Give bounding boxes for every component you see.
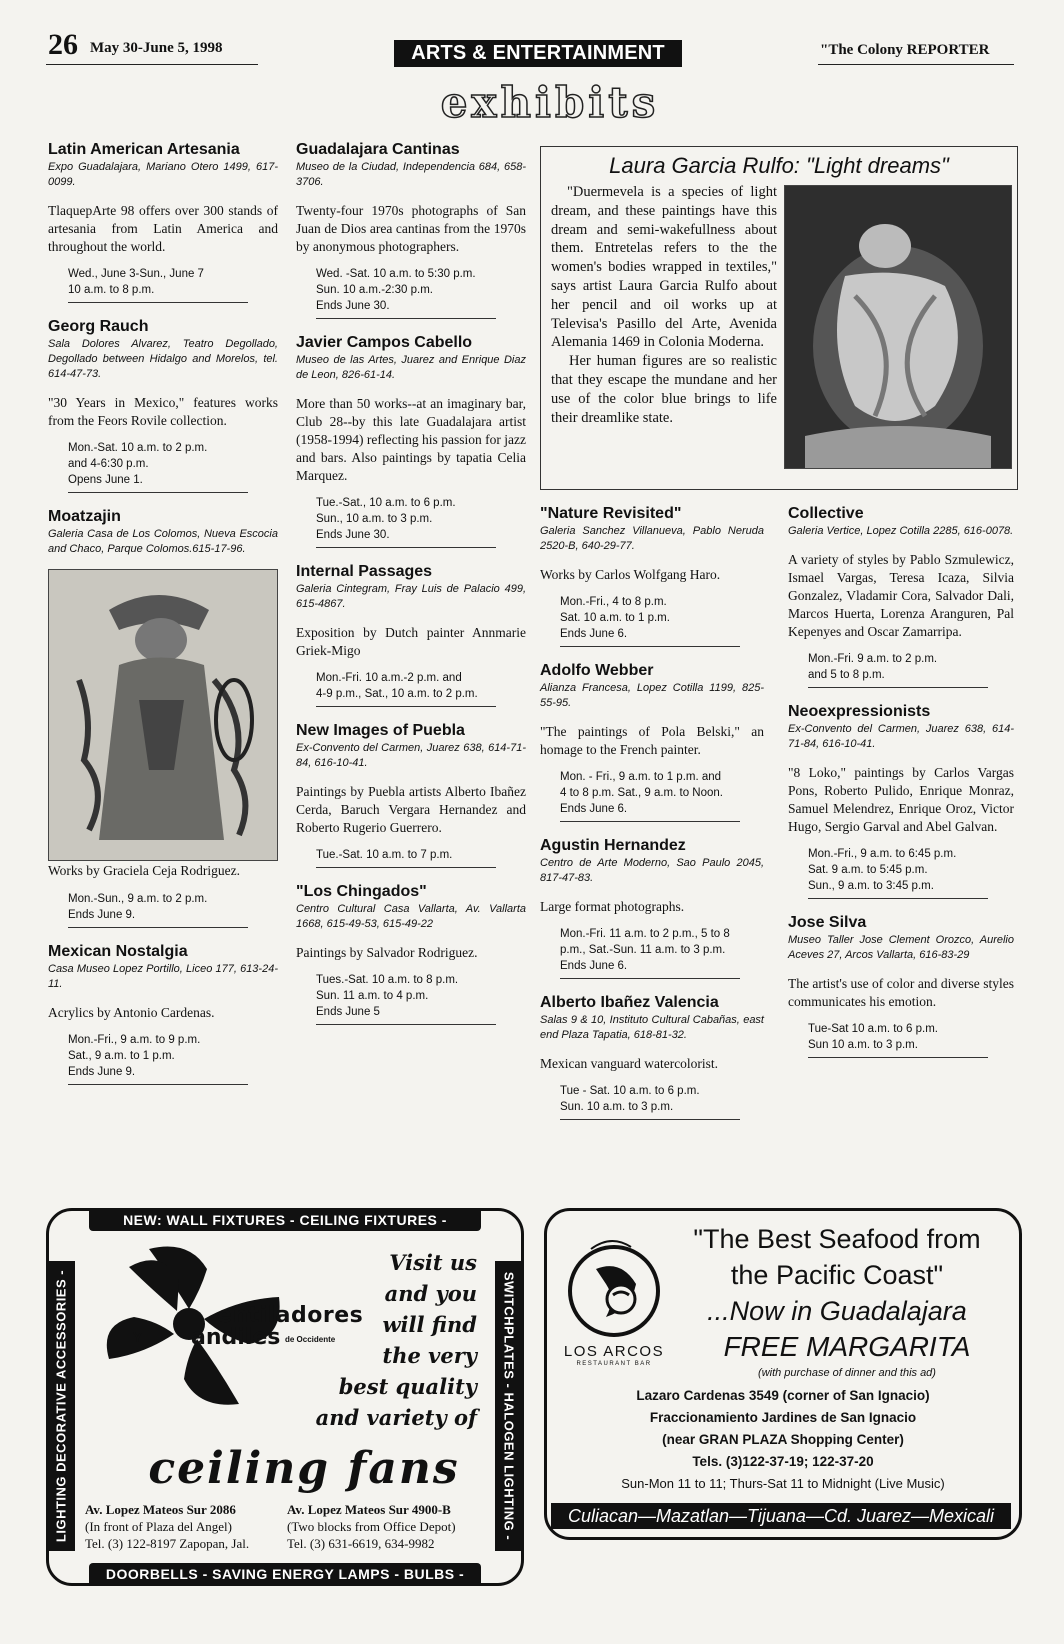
hours-line: Sat. 10 a.m. to 1 p.m. (560, 612, 670, 624)
listing (540, 504, 764, 647)
feature-paragraph: Her human figures are so realistic that they escape the mundane and her use of the color blue brings to life their dreamlike state. (551, 353, 777, 426)
listing-hours (560, 1083, 740, 1120)
ad-offer: FREE MARGARITA (723, 1331, 971, 1362)
los-arcos-ad (544, 1208, 1022, 1540)
listing-title: Collective (788, 505, 864, 522)
hours-line: Sun. 11 a.m. to 4 p.m. (316, 990, 429, 1002)
feature-box (540, 146, 1018, 490)
listing-description: "30 Years in Mexico," features works from the Feors Rovile collection. (48, 395, 278, 428)
listing-hours (808, 651, 988, 688)
hours-line: Tue.-Sat. 10 a.m. to 7 p.m. (316, 849, 453, 861)
detail-line: (near GRAN PLAZA Shopping Center) (662, 1432, 904, 1447)
script-line: best quality (338, 1374, 477, 1399)
listing-hours (316, 266, 496, 319)
listing (788, 504, 1014, 688)
hours-line: Mon.-Fri., 9 a.m. to 6:45 p.m. (808, 848, 957, 860)
listing (48, 507, 278, 928)
listing-hours (560, 926, 740, 979)
listing-hours (316, 847, 496, 868)
hours-line: Ends June 5 (316, 1006, 380, 1018)
listing-venue: Ex-Convento del Carmen, Juarez 638, 614-71-84, 616-10-41. (296, 742, 526, 769)
listing-venue: Sala Dolores Alvarez, Teatro Degollado, Degollado between Hidalgo and Morelos, tel. 614-47-73. (48, 338, 278, 380)
headline-line: ...Now in Guadalajara (707, 1296, 967, 1326)
hours-line: Mon.-Fri. 9 a.m. to 2 p.m. (808, 653, 938, 665)
address-line: Av. Lopez Mateos Sur 4900-B (287, 1502, 451, 1517)
hours-line: Mon.-Sun., 9 a.m. to 2 p.m. (68, 893, 208, 905)
hours-line: Mon.-Fri. 11 a.m. to 2 p.m., 5 to 8 (560, 928, 730, 940)
listing-venue: Galeria Sanchez Villanueva, Pablo Neruda 2520-B, 640-29-77. (540, 525, 764, 552)
listing-title: Guadalajara Cantinas (296, 141, 460, 158)
listings-column-3 (540, 504, 764, 1134)
listings-column-4 (788, 504, 1014, 1072)
ad-top-strip: NEW: WALL FIXTURES - CEILING FIXTURES - (89, 1209, 481, 1231)
los-arcos-logo-sub: RESTAURANT BAR (576, 1361, 652, 1367)
listing-venue: Ex-Convento del Carmen, Juarez 638, 614-71-84, 616-10-41. (788, 723, 1014, 750)
hours-line: Ends June 9. (68, 1066, 136, 1078)
hours-line: Ends June 30. (316, 300, 390, 312)
address-line: Av. Lopez Mateos Sur 2086 (85, 1502, 236, 1517)
hours-line: Mon.-Fri. 10 a.m.-2 p.m. and (316, 672, 462, 684)
address-line: Tel. (3) 122-8197 Zapopan, Jal. (85, 1536, 250, 1551)
listing (48, 942, 278, 1085)
listing-venue: Galeria Vertice, Lopez Cotilla 2285, 616-0078. (788, 525, 1014, 537)
ad-offer-note: (with purchase of dinner and this ad) (758, 1367, 936, 1379)
hours-line: Tue - Sat. 10 a.m. to 6 p.m. (560, 1085, 700, 1097)
listing-venue: Museo de la Ciudad, Independencia 684, 658-3706. (296, 161, 526, 188)
script-line: will find (382, 1312, 477, 1337)
listing-title: Alberto Ibañez Valencia (540, 994, 719, 1011)
headline-line: "The Best Seafood from (693, 1224, 981, 1254)
hours-line: Sat., 9 a.m. to 1 p.m. (68, 1050, 175, 1062)
listing (48, 140, 278, 303)
listing-hours (560, 769, 740, 822)
listing-hours (316, 670, 496, 707)
script-line: Visit us (389, 1250, 477, 1275)
ad-script-text (277, 1247, 477, 1433)
publication-name: "The Colony REPORTER (820, 42, 990, 58)
listing-title: Georg Rauch (48, 318, 149, 335)
figure-illustration (785, 186, 1011, 468)
listing-hours (316, 495, 496, 548)
listing-hours (808, 1021, 988, 1058)
listing (296, 562, 526, 707)
address-line: (In front of Plaza del Angel) (85, 1519, 232, 1534)
hours-line: and 4-6:30 p.m. (68, 458, 149, 470)
listing-venue: Galeria Cintegram, Fray Luis de Palacio 499, 615-4867. (296, 583, 526, 610)
hours-line: p.m., Sat.-Sun. 11 a.m. to 3 p.m. (560, 944, 726, 956)
feature-title: Laura Garcia Rulfo: "Light dreams" (609, 153, 949, 178)
hours-line: Sun. 10 a.m.-2:30 p.m. (316, 284, 433, 296)
hours-line: Sun. 10 a.m. to 3 p.m. (560, 1101, 674, 1113)
listing-description: Paintings by Salvador Rodriguez. (296, 945, 478, 960)
detail-line: Sun-Mon 11 to 11; Thurs-Sat 11 to Midnight (Live Music) (621, 1476, 945, 1491)
hours-line: Wed. -Sat. 10 a.m. to 5:30 p.m. (316, 268, 476, 280)
hours-line: Mon. - Fri., 9 a.m. to 1 p.m. and (560, 771, 722, 783)
listing-venue: Galeria Casa de Los Colomos, Nueva Escocia and Chaco, Parque Colomos.615-17-96. (48, 528, 278, 555)
listing-description: Exposition by Dutch painter Annmarie Griek-Migo (296, 625, 526, 658)
brand-line-1: entiladores (217, 1303, 364, 1328)
listing-description: Large format photographs. (540, 899, 685, 914)
listing-description: A variety of styles by Pablo Szmulewicz, Ismael Vargas, Teresa Icaza, Silvia Gonzalez, Vladamir Cora, Salvador Dali, Marcos Huerta, Lorenza Aranguren, Pal Kepenyes and Oscar Zamarripa. (788, 552, 1014, 639)
listing-hours (316, 972, 496, 1025)
hours-line: Tue.-Sat., 10 a.m. to 6 p.m. (316, 497, 456, 509)
listing-venue: Centro Cultural Casa Vallarta, Av. Vallarta 1668, 615-49-53, 615-49-22 (296, 903, 526, 930)
detail-line: Tels. (3)122-37-19; 122-37-20 (692, 1454, 874, 1469)
hours-line: Sun., 10 a.m. to 3 p.m. (316, 513, 433, 525)
listing-title: Latin American Artesania (48, 141, 240, 158)
listing-title: Agustin Hernandez (540, 837, 686, 854)
hours-line: Mon.-Fri., 4 to 8 p.m. (560, 596, 667, 608)
listing-description: More than 50 works--at an imaginary bar, Club 28--by this late Guadalajara artist (1958-1994) reflecting his passion for jazz and bars. Also paintings by tapatia Celia Marquez. (296, 396, 526, 483)
section-header: exhibits (440, 78, 660, 127)
listing-hours (560, 594, 740, 647)
listing-description: Twenty-four 1970s photographs of San Juan de Dios area cantinas from the 1970s by anonymous photographers. (296, 203, 526, 254)
listing-hours (68, 891, 248, 928)
listing (540, 661, 764, 822)
listing-hours (808, 846, 988, 899)
listing-title: Jose Silva (788, 914, 867, 931)
script-line: and variety of (315, 1405, 477, 1430)
listing-title: Neoexpressionists (788, 703, 931, 720)
listing-title: New Images of Puebla (296, 722, 465, 739)
feature-artwork (784, 185, 1012, 469)
listing (788, 702, 1014, 899)
ad-cities-banner: Culiacan—Mazatlan—Tijuana—Cd. Juarez—Mexicali (551, 1503, 1011, 1529)
ad-address-1 (85, 1501, 249, 1552)
artwork-photo (48, 569, 278, 861)
ad-right-text: SWITCHPLATES - HALOGEN LIGHTING - (501, 1271, 517, 1541)
hours-line: Ends June 6. (560, 628, 628, 640)
ad-bottom-strip: DOORBELLS - SAVING ENERGY LAMPS - BULBS - (89, 1563, 481, 1585)
listing-venue: Museo Taller Jose Clement Orozco, Aurelio Aceves 27, Arcos Vallarta, 616-83-29 (788, 934, 1014, 961)
listing-hours (68, 1032, 248, 1085)
hours-line: Sun., 9 a.m. to 3:45 p.m. (808, 880, 934, 892)
photo-caption: Works by Graciela Ceja Rodriguez. (48, 863, 240, 878)
hours-line: 10 a.m. to 8 p.m. (68, 284, 155, 296)
hours-line: Mon.-Fri., 9 a.m. to 9 p.m. (68, 1034, 201, 1046)
ad-left-text: LIGHTING DECORATIVE ACCESSORIES - (53, 1269, 69, 1543)
hours-line: Sat. 9 a.m. to 5:45 p.m. (808, 864, 928, 876)
hours-line: Ends June 9. (68, 909, 136, 921)
figure-illustration (49, 570, 277, 860)
feature-paragraph: "Duermevela is a species of light dream, and these paintings have this dream and semi-wakefullness about them. Entretelas refers to the the women's bodies wrapped in textiles," says artist Laura Garcia Rulfo about her pencil and oil works up at Televisa's Pasillo del Arte, Avenida Alemania 1469 in Colonia Moderna. (551, 184, 777, 351)
header-rule-left (46, 64, 258, 65)
shrimp-logo-icon (561, 1229, 667, 1349)
address-line: (Two blocks from Office Depot) (287, 1519, 456, 1534)
listing (296, 333, 526, 548)
hours-line: and 5 to 8 p.m. (808, 669, 885, 681)
hours-line: Wed., June 3-Sun., June 7 (68, 268, 204, 280)
hours-line: 4-9 p.m., Sat., 10 a.m. to 2 p.m. (316, 688, 478, 700)
listing-description: Paintings by Puebla artists Alberto Ibañez Cerda, Baruch Vergara Hernandez and Roberto Rugerio Guerrero. (296, 784, 526, 835)
listing-title: Mexican Nostalgia (48, 943, 188, 960)
brand-sub: de Occidente (285, 1335, 336, 1344)
brand-line-2: andiles (191, 1325, 281, 1350)
ad-details (547, 1385, 1019, 1495)
detail-line: Fraccionamiento Jardines de San Ignacio (649, 1410, 917, 1425)
script-line: and you (384, 1281, 477, 1306)
hours-line: Ends June 6. (560, 803, 628, 815)
listing-venue: Expo Guadalajara, Mariano Otero 1499, 617-0099. (48, 161, 278, 188)
listing-title: "Los Chingados" (296, 883, 427, 900)
listing (540, 993, 764, 1120)
ad-left-strip (47, 1261, 75, 1551)
address-line: Tel. (3) 631-6619, 634-9982 (287, 1536, 435, 1551)
listings-column-2 (296, 140, 526, 1039)
script-line: the very (382, 1343, 477, 1368)
listing (296, 721, 526, 868)
listing-venue: Salas 9 & 10, Instituto Cultural Cabañas, east end Plaza Tapatia, 618-81-32. (540, 1014, 764, 1041)
listing-description: The artist's use of color and diverse styles communicates his emotion. (788, 976, 1014, 1009)
issue-date: May 30-June 5, 1998 (90, 40, 223, 56)
listings-column-1 (48, 140, 278, 1099)
listing-title: Javier Campos Cabello (296, 334, 473, 351)
listing-venue: Alianza Francesa, Lopez Cotilla 1199, 825-55-95. (540, 682, 764, 709)
listing-title: "Nature Revisited" (540, 505, 682, 522)
listing-title: Internal Passages (296, 563, 433, 580)
section-banner: ARTS & ENTERTAINMENT (394, 40, 682, 67)
header-rule-right (818, 64, 1014, 65)
listing-hours (68, 266, 248, 303)
listing-description: Mexican vanguard watercolorist. (540, 1056, 719, 1071)
listing (296, 882, 526, 1025)
hours-line: Mon.-Sat. 10 a.m. to 2 p.m. (68, 442, 208, 454)
hours-line: Tues.-Sat. 10 a.m. to 8 p.m. (316, 974, 459, 986)
listing-description: TlaquepArte 98 offers over 300 stands of artesania from Latin America and throughout the world. (48, 203, 278, 254)
listing-title: Moatzajin (48, 508, 121, 525)
listing-description: Acrylics by Antonio Cardenas. (48, 1005, 215, 1020)
ad-big-text: ceiling fans (148, 1443, 460, 1494)
headline-line: the Pacific Coast" (730, 1260, 944, 1290)
brand-y: Y (133, 1329, 143, 1345)
hours-line: 4 to 8 p.m. Sat., 9 a.m. to Noon. (560, 787, 723, 799)
listing (540, 836, 764, 979)
hours-line: Ends June 6. (560, 960, 628, 972)
ceiling-fans-ad (46, 1208, 524, 1586)
detail-line: Lazaro Cardenas 3549 (corner of San Ignacio) (636, 1388, 930, 1403)
listing-description: "8 Loko," paintings by Carlos Vargas Pons, Roberto Pulido, Enrique Monraz, Samuel Melendrez, Enrique Oroz, Victor Hugo, Sergio Garval and Abel Galvan. (788, 765, 1014, 834)
hours-line: Ends June 30. (316, 529, 390, 541)
ad-address-2 (287, 1501, 456, 1552)
hours-line: Sun 10 a.m. to 3 p.m. (808, 1039, 918, 1051)
ad-right-strip (495, 1261, 523, 1551)
feature-text (551, 183, 777, 427)
listing (48, 317, 278, 493)
listing-venue: Museo de las Artes, Juarez and Enrique Diaz de Leon, 826-61-14. (296, 354, 526, 381)
listing-venue: Centro de Arte Moderno, Sao Paulo 2045, 817-47-83. (540, 857, 764, 884)
listing (788, 913, 1014, 1058)
los-arcos-logo: LOS ARCOS (563, 1343, 665, 1360)
listing-description: "The paintings of Pola Belski," an homage to the French painter. (540, 724, 764, 757)
listing (296, 140, 526, 319)
hours-line: Tue-Sat 10 a.m. to 6 p.m. (808, 1023, 938, 1035)
listing-description: Works by Carlos Wolfgang Haro. (540, 567, 721, 582)
ad-headline (655, 1221, 1019, 1329)
listing-title: Adolfo Webber (540, 662, 654, 679)
listing-venue: Casa Museo Lopez Portillo, Liceo 177, 613-24-11. (48, 963, 278, 990)
page-number: 26 (48, 28, 78, 61)
listing-hours (68, 440, 248, 493)
hours-line: Opens June 1. (68, 474, 143, 486)
